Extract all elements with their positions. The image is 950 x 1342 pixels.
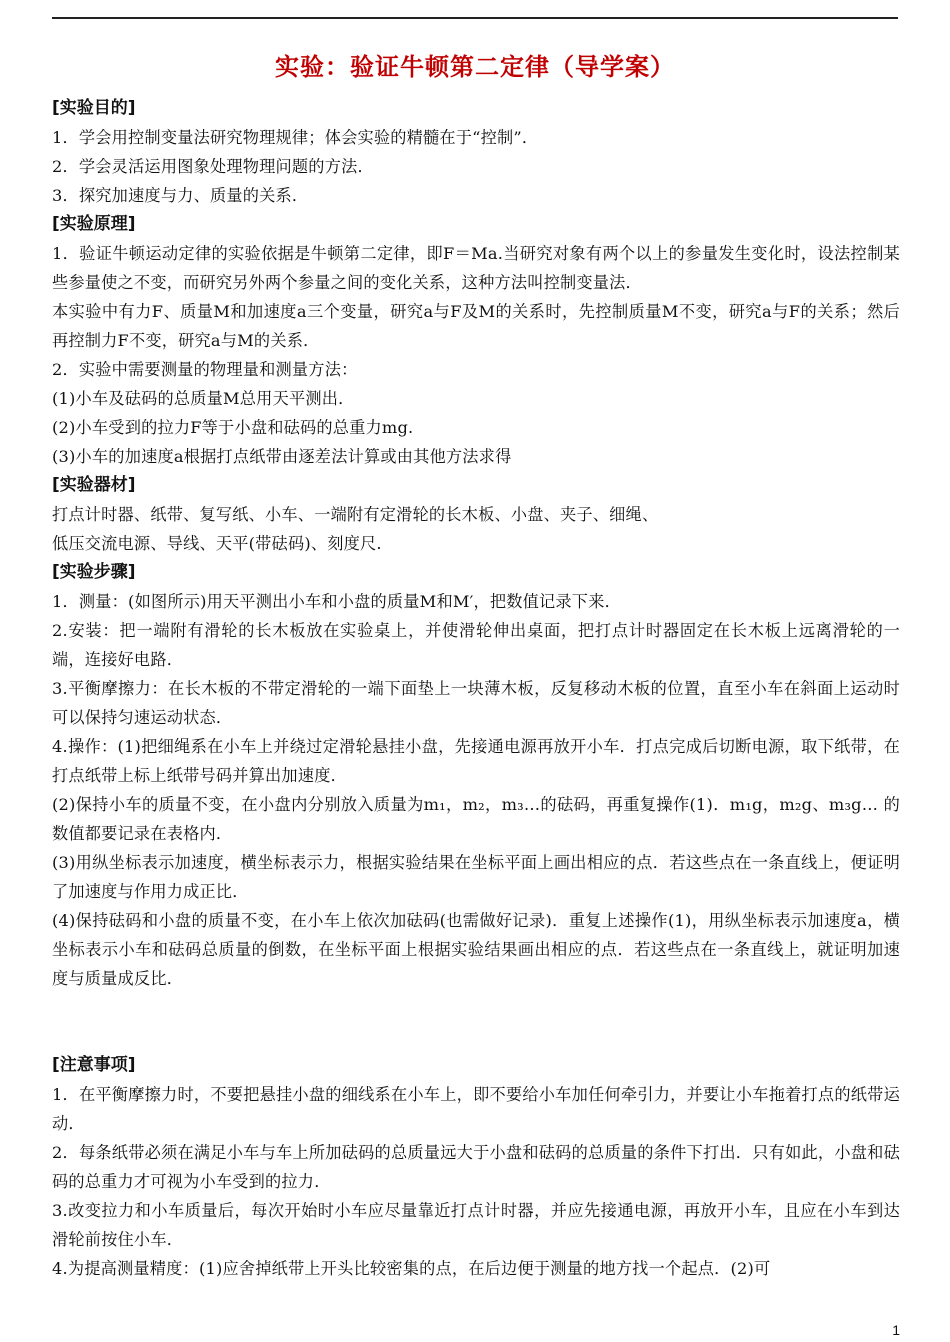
section-heading: [注意事项] [52, 1055, 136, 1075]
section-purpose [52, 94, 900, 210]
paragraph: 1．测量：(如图所示)用天平测出小车和小盘的质量M和M′，把数值记录下来． [52, 592, 621, 611]
document-body [52, 94, 900, 1283]
paragraph: (2)小车受到的拉力F等于小盘和砝码的总重力mg. [52, 418, 414, 437]
paragraph: 2．实验中需要测量的物理量和测量方法： [52, 360, 358, 379]
paragraph: 3.改变拉力和小车质量后，每次开始时小车应尽量靠近打点计时器，并应先接通电源，再放开小车，且应在小车到达滑轮前按住小车． [52, 1201, 900, 1249]
paragraph: 低压交流电源、导线、天平(带砝码)、刻度尺. [52, 534, 382, 553]
section-equipment [52, 471, 900, 558]
paragraph: (2)保持小车的质量不变，在小盘内分别放入质量为m₁，m₂，m₃…的砝码，再重复操作(1)．m₁g，m₂g、m₃g… 的数值都要记录在表格内． [52, 795, 900, 843]
paragraph: 2.安装：把一端附有滑轮的长木板放在实验桌上，并使滑轮伸出桌面，把打点计时器固定在长木板上远离滑轮的一端，连接好电路． [52, 621, 900, 669]
paragraph: 2．学会灵活运用图象处理物理问题的方法． [52, 157, 374, 176]
blank-space [52, 993, 900, 1051]
section-heading: [实验目的] [52, 98, 136, 118]
paragraph: (4)保持砝码和小盘的质量不变，在小车上依次加砝码(也需做好记录)．重复上述操作(1)，用纵坐标表示加速度a，横坐标表示小车和砝码总质量的倒数，在坐标平面上根据实验结果画出相应的点．若这些点在一条直线上，就证明加速度与质量成反比． [52, 911, 900, 988]
paragraph: 本实验中有力F、质量M和加速度a三个变量，研究a与F及M的关系时，先控制质量M不变，研究a与F的关系；然后再控制力F不变，研究a与M的关系． [52, 302, 900, 350]
paragraph: 4.操作：(1)把细绳系在小车上并绕过定滑轮悬挂小盘，先接通电源再放开小车．打点完成后切断电源，取下纸带，在打点纸带上标上纸带号码并算出加速度． [52, 737, 900, 785]
section-heading: [实验器材] [52, 475, 136, 495]
section-notes [52, 1051, 900, 1283]
section-steps [52, 558, 900, 993]
paragraph: (1)小车及砝码的总质量M总用天平测出． [52, 389, 355, 408]
top-rule [52, 17, 898, 19]
paragraph: 1．在平衡摩擦力时，不要把悬挂小盘的细线系在小车上，即不要给小车加任何牵引力，并要让小车拖着打点的纸带运动． [52, 1085, 900, 1133]
paragraph: 1．学会用控制变量法研究物理规律；体会实验的精髓在于“控制”． [52, 128, 539, 147]
page-number: 1 [892, 1322, 900, 1338]
paragraph: 4.为提高测量精度：(1)应舍掉纸带上开头比较密集的点，在后边便于测量的地方找一个起点．(2)可 [52, 1259, 771, 1278]
page-title: 实验：验证牛顿第二定律（导学案） [275, 53, 675, 81]
section-heading: [实验步骤] [52, 562, 136, 582]
paragraph: (3)用纵坐标表示加速度，横坐标表示力，根据实验结果在坐标平面上画出相应的点．若这些点在一条直线上，便证明了加速度与作用力成正比． [52, 853, 900, 901]
paragraph: 1．验证牛顿运动定律的实验依据是牛顿第二定律，即F＝Ma.当研究对象有两个以上的参量发生变化时，设法控制某些参量使之不变，而研究另外两个参量之间的变化关系，这种方法叫控制变量法． [52, 244, 900, 292]
paragraph: 3.平衡摩擦力：在长木板的不带定滑轮的一端下面垫上一块薄木板，反复移动木板的位置，直至小车在斜面上运动时可以保持匀速运动状态． [52, 679, 900, 727]
section-heading: [实验原理] [52, 214, 136, 234]
paragraph: (3)小车的加速度a根据打点纸带由逐差法计算或由其他方法求得 [52, 447, 512, 466]
paragraph: 3．探究加速度与力、质量的关系． [52, 186, 309, 205]
section-principle [52, 210, 900, 471]
paragraph: 打点计时器、纸带、复写纸、小车、一端附有定滑轮的长木板、小盘、夹子、细绳、 [52, 505, 659, 524]
paragraph: 2．每条纸带必须在满足小车与车上所加砝码的总质量远大于小盘和砝码的总质量的条件下打出．只有如此，小盘和砝码的总重力才可视为小车受到的拉力． [52, 1143, 900, 1191]
